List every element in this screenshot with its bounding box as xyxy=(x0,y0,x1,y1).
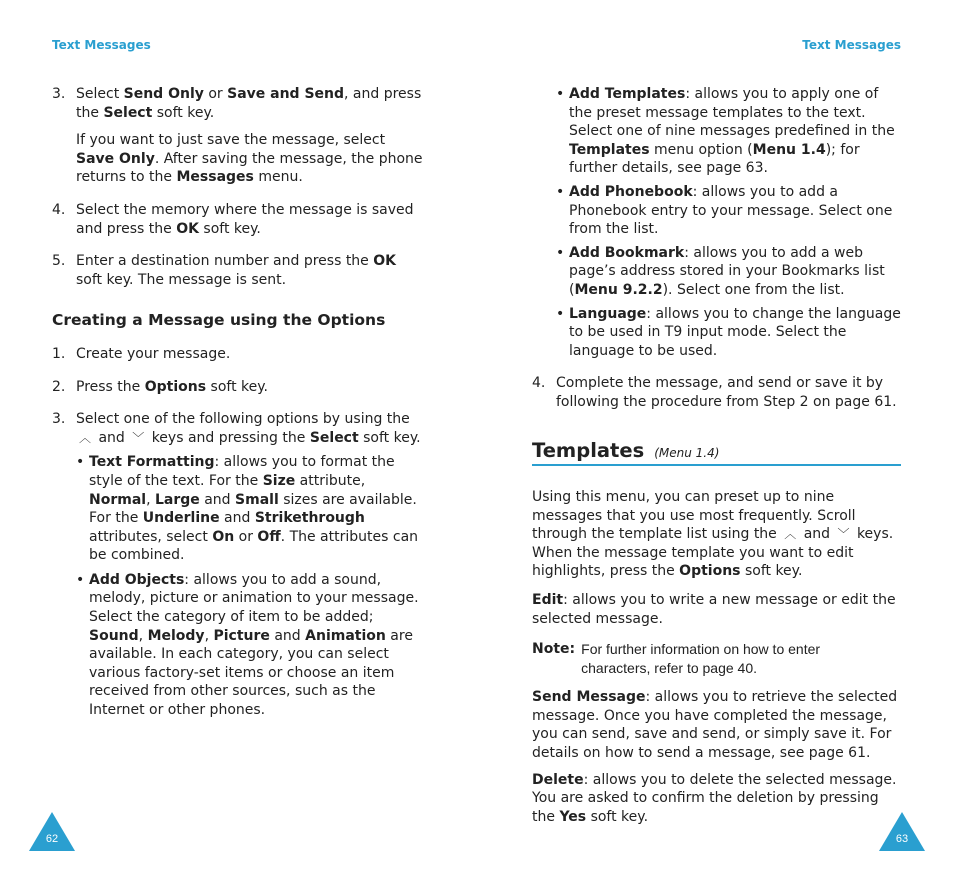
down-key-icon: ﹀ xyxy=(132,430,145,445)
option-step-1: 1. Create your message. xyxy=(52,345,231,362)
section-heading: Creating a Message using the Options xyxy=(52,311,386,330)
list-item-add-objects: • Add Objects: allows you to add a sound, melody, picture or animation to your message. Select the category of item to be added; Sound, Melody, Picture and Animation are available. In each category, you can select various factory-set items or choose an item received from other sources, such as the Internet or other phones. xyxy=(76,571,419,719)
list-item-add-templates: • Add Templates: allows you to apply one of the preset message templates to the text. Select one of nine messages predefined in the Templates menu option (Menu 1.4); for further details, see page 63. xyxy=(556,86,895,177)
page-title: Templates xyxy=(532,438,645,462)
option-step-3: 3. Select one of the following options by using the ︿ and ﹀ keys and pressing the Select soft key. • Text Formatting: allows you to format the style of the text. For the Size attribute, Normal, Large and Small sizes are available. For the Underline and Strikethrough attributes, select On or Off. The attributes can be combined. • Add Objects: allows you to add a sound, melody, picture or animation to your message. Select the category of item to be added; Sound, Melody, Picture and Animation are available. In each category, you can select various factory-set items or choose an item received from other sources, such as the Internet or other phones. xyxy=(52,410,424,726)
header-right: Text Messages xyxy=(802,38,901,52)
step-3-send: 3. Select Send Only or Save and Send, and press the Select soft key. If you want to just save the message, select Save Only. After saving the message, the phone returns to the Messages menu. xyxy=(52,86,423,186)
list-item-add-bookmark: • Add Bookmark: allows you to add a web page’s address stored in your Bookmarks list (Menu 9.2.2). Select one from the list. xyxy=(556,244,885,298)
templates-heading xyxy=(532,438,901,467)
templates-intro: Using this menu, you can preset up to nine messages that you use most frequently. Scroll through the template list using the ︿ and ﹀ keys. When the message template you want to edit highlights, press the Options soft key. xyxy=(532,489,894,580)
list-item-text-formatting: • Text Formatting: allows you to format the style of the text. For the Size attribute, Normal, Large and Small sizes are available. For the Underline and Strikethrough attributes, select On or Off. The attributes can be combined. xyxy=(76,454,419,564)
list-item-language: • Language: allows you to change the language to be used in T9 input mode. Select the language to be used. xyxy=(556,305,901,359)
right-column xyxy=(532,85,904,826)
delete-description: Delete: allows you to delete the selected message. You are asked to confirm the deletion by pressing the Yes soft key. xyxy=(532,771,897,825)
page-number-right: 63 xyxy=(879,812,925,851)
list-item-add-phonebook: • Add Phonebook: allows you to add a Phonebook entry to your message. Select one from the list. xyxy=(556,183,893,238)
step-5-destination: 5. Enter a destination number and press the OK soft key. The message is sent. xyxy=(52,253,396,288)
edit-description: Edit: allows you to write a new message or edit the selected message. xyxy=(532,592,896,627)
header-left: Text Messages xyxy=(52,38,151,52)
step-4-memory: 4. Select the memory where the message is saved and press the OK soft key. xyxy=(52,201,414,237)
down-key-icon: ﹀ xyxy=(837,527,850,542)
up-key-icon: ︿ xyxy=(784,527,797,542)
menu-number: (Menu 1.4) xyxy=(654,445,720,460)
up-key-icon: ︿ xyxy=(78,430,91,445)
option-step-2: 2. Press the Options soft key. xyxy=(52,378,268,395)
note: Note: For further information on how to enter characters, refer to page 40. xyxy=(532,641,821,677)
page-number-left: 62 xyxy=(29,812,75,851)
send-message-description: Send Message: allows you to retrieve the selected message. Once you have completed the message, you can send, save and send, or simply save it. For details on how to send a message, see page 61. xyxy=(532,689,898,762)
step-4-complete: 4. Complete the message, and send or save it by following the procedure from Step 2 on page 61. xyxy=(532,375,897,410)
left-column xyxy=(52,85,424,740)
